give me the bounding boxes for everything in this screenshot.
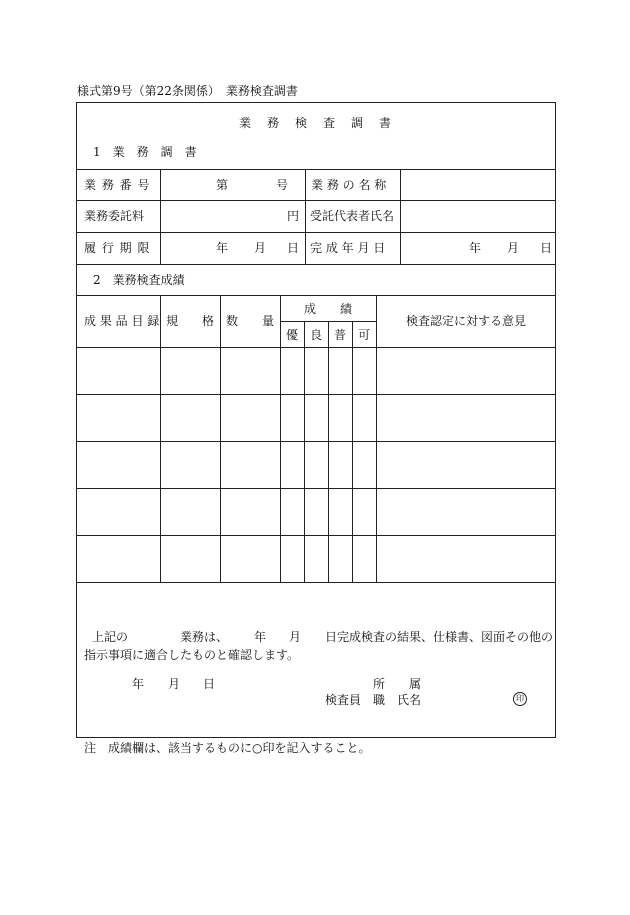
work-name-label: 業 務 の 名 称	[311, 178, 387, 192]
form-header: 様式第9号（第22条関係） 業務検査調書	[77, 84, 298, 98]
section2-title: 2 業務検査成績	[93, 273, 185, 287]
work-number-prefix: 第	[216, 178, 229, 192]
completion-label: 完 成 年 月 日	[310, 241, 386, 255]
col-grade: 成 績	[303, 302, 352, 316]
col-quantity: 数 量	[226, 314, 275, 328]
affiliation-label: 所 属	[373, 677, 422, 691]
table-row[interactable]	[77, 536, 160, 582]
confirm-month: 月	[289, 630, 302, 644]
work-number-suffix: 号	[276, 178, 289, 192]
table-row[interactable]	[77, 489, 160, 535]
col-opinion: 検査認定に対する意見	[405, 314, 526, 328]
col-spec: 規 格	[166, 314, 215, 328]
col-grade-good: 良	[309, 328, 322, 342]
period-month: 月	[254, 241, 267, 255]
sign-date-day: 日	[203, 677, 216, 691]
col-grade-pass: 可	[357, 328, 370, 342]
completion-year: 年	[469, 241, 482, 255]
confirm-line2: 指示事項に適合したものと確認します。	[84, 648, 300, 662]
col-grade-average: 普	[333, 328, 346, 342]
position-name-label: 職 氏名	[373, 693, 422, 707]
completion-day: 日	[540, 241, 553, 255]
period-label: 履 行 期 限	[84, 241, 151, 255]
work-number-label: 業 務 番 号	[84, 178, 151, 192]
seal-icon: 印	[513, 692, 527, 706]
col-product: 成 果 品 目 録	[84, 314, 160, 328]
fee-unit: 円	[287, 209, 300, 223]
col-grade-excellent: 優	[285, 328, 298, 342]
table-row[interactable]	[77, 348, 160, 394]
confirm-year: 年	[254, 630, 267, 644]
completion-month: 月	[507, 241, 520, 255]
confirm-rest: 日完成検査の結果、仕様書、図面その他の	[325, 630, 554, 644]
confirm-work: 業務は、	[180, 630, 229, 644]
confirm-prefix: 上記の	[92, 630, 129, 644]
section1-title: 1 業 務 調 書	[93, 145, 197, 159]
table-row[interactable]	[77, 395, 160, 441]
contractor-label: 受託代表者氏名	[310, 209, 395, 223]
document-title: 業 務 検 査 調 書	[238, 116, 393, 130]
period-day: 日	[287, 241, 300, 255]
fee-label: 業務委託料	[84, 209, 145, 223]
sign-date-month: 月	[168, 677, 181, 691]
note: 注 成績欄は、該当するものに○印を記入すること。	[84, 741, 371, 755]
table-row[interactable]	[77, 442, 160, 488]
period-year: 年	[216, 241, 229, 255]
sign-date-year: 年	[132, 677, 145, 691]
inspector-label: 検査員	[325, 693, 362, 707]
